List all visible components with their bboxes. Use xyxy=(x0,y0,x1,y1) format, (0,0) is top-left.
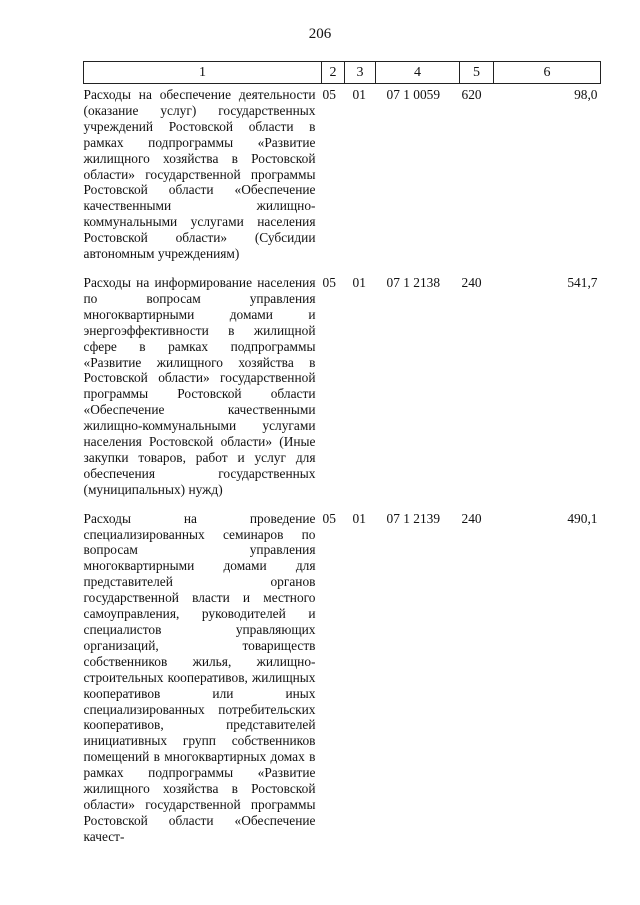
column-header-amount: 6 xyxy=(494,62,601,84)
page-number: 206 xyxy=(308,26,332,42)
budget-table xyxy=(83,61,601,845)
row-expense-type: 240 xyxy=(461,510,482,526)
row-description: Расходы на проведение специализированных семинаров по вопросам управления многоквартирными домами для представителей органов государственной власти и местного самоуправления, руководителей и специалистов управляющих организаций, товариществ собственников жилья, жилищно-строительных кооперативов, жилищных кооперативов или иных специализированных потребительских кооперативов, представителей инициативных групп собственников помещений в многоквартирных домах в рамках подпрограммы «Развитие жилищного хозяйства в Ростовской области» государственной программы Ростовской области «Обеспечение качест- xyxy=(83,510,316,844)
row-amount: 98,0 xyxy=(574,87,598,102)
row-target-code: 07 1 2138 xyxy=(386,274,441,290)
row-target-code: 07 1 0059 xyxy=(386,87,441,102)
column-header-target: 4 xyxy=(376,62,460,84)
column-header-description: 1 xyxy=(84,62,322,84)
column-header-section: 2 xyxy=(322,62,345,84)
table-row xyxy=(84,498,601,845)
row-expense-type: 620 xyxy=(461,87,482,102)
row-amount: 541,7 xyxy=(567,274,598,290)
row-subsection: 01 xyxy=(352,510,366,526)
column-header-expense-type: 5 xyxy=(460,62,494,84)
table-header-row xyxy=(84,62,601,84)
row-description: Расходы на обеспечение деятельности (оказание услуг) государственных учреждений Ростовской области в рамках подпрограммы «Развитие жилищного хозяйства в Ростовской области» государственной программы Ростовской области «Обеспечение качественными жилищно-коммунальными услугами населения Ростовской области» (Субсидии автономным учреждениям) xyxy=(83,87,316,262)
column-header-subsection: 3 xyxy=(345,62,376,84)
row-section: 05 xyxy=(322,510,336,526)
row-subsection: 01 xyxy=(352,87,366,102)
row-description: Расходы на информирование населения по вопросам управления многоквартирными домами и энергоэффективности в жилищной сфере в рамках подпрограммы «Развитие жилищного хозяйства в Ростовской области» государственной программы Ростовской области «Обеспечение качественными жилищно-коммунальными услугами населения Ростовской области» (Иные закупки товаров, работ и услуг для обеспечения государственных (муниципальных) нужд) xyxy=(83,274,316,497)
row-expense-type: 240 xyxy=(461,274,482,290)
row-target-code: 07 1 2139 xyxy=(386,510,441,526)
table-row xyxy=(84,262,601,498)
row-section: 05 xyxy=(322,87,336,102)
row-section: 05 xyxy=(322,274,336,290)
row-subsection: 01 xyxy=(352,274,366,290)
table-row xyxy=(84,84,601,262)
row-amount: 490,1 xyxy=(567,510,598,526)
